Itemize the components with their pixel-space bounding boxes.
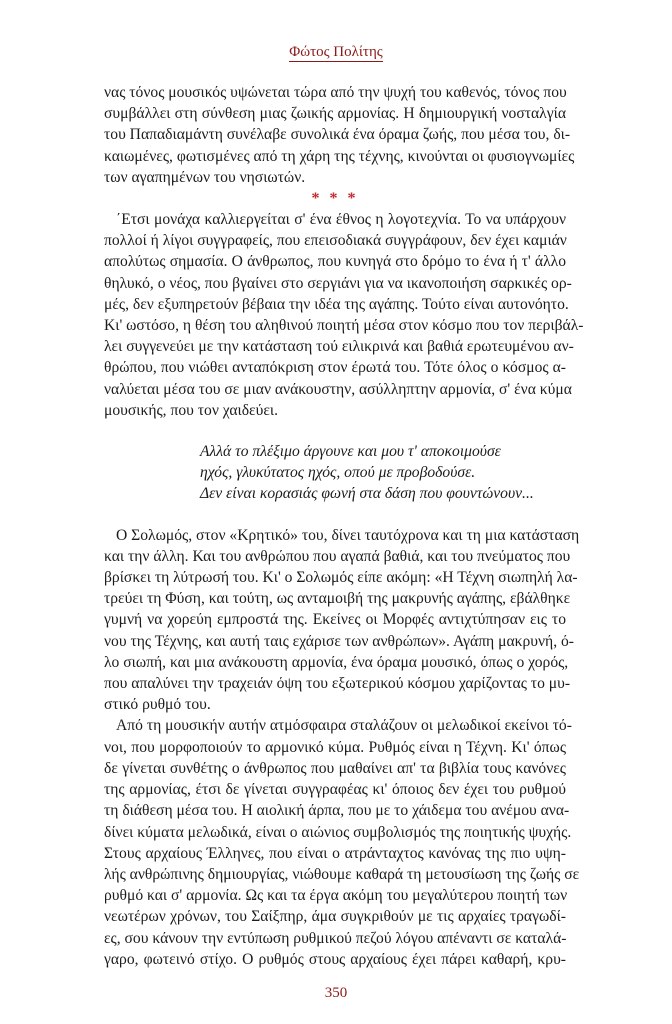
text-line: θηλυκό, ο νέος, που βγαίνει στο σεργιάνι για να ικανοποιήση σαρκικές ορ- xyxy=(104,274,572,292)
text-line: νοι, που μορφοποιούν το αρμονικό κύμα. Ρυθμός είναι η Τέχνη. Κι' όπως xyxy=(104,738,566,756)
spacer xyxy=(104,421,566,441)
text-line: νας τόνος μουσικός υψώνεται τώρα από την ψυχή του καθενός, τόνος που xyxy=(104,84,567,101)
text-line: Από τη μουσικήν αυτήν ατμόσφαιρα σταλάζουν οι μελωδικοί εκείνοι τό- xyxy=(116,717,572,735)
text-line: βρίσκει τη λύτρωσή του. Κι' ο Σολωμός είπε ακόμη: «Η Τέχνη σιωπηλή λα- xyxy=(104,569,578,587)
text-line: καιωμένες, φωτισμένες από τη χάρη της τέχνης, κινούνται οι φυσιογνωμίες xyxy=(104,147,575,165)
text-line: γαρο, φωτεινό στίχο. Ο ρυθμός στους αρχαίους έχει πάρει καθαρή, κρυ- xyxy=(104,950,566,968)
text-line: της αρμονίας, έτσι δε γίνεται συγγραφέας κι' όποιος δεν έχει του ρυθμού xyxy=(104,781,566,799)
text-line: πολλοί ή λίγοι συγγραφείς, που επεισοδιακά συγγράφουν, δεν έχει καμιάν xyxy=(104,232,567,250)
spacer xyxy=(104,505,566,525)
section-separator: * * * xyxy=(311,190,359,208)
text-line: λής ανθρώπινης δημιουργίας, νιώθουμε καθαρά τη μετουσίωση της ζωής σε xyxy=(104,865,580,883)
page-number: 350 xyxy=(324,985,348,1001)
text-line: λο σιωπή, και μια ανάκουστη αρμονία, ένα όραμα μουσικό, όπως ο χορός, xyxy=(104,653,569,671)
text-line: ες, σου κάνουν την εντύπωση ρυθμικού πεζού λόγου απέναντι σε καταλά- xyxy=(104,929,567,947)
text-line: των αγαπημένων του νησιωτών. xyxy=(104,168,306,186)
text-line: ρυθμό και σ' αρμονία. Ως και τα έργα ακόμη του μεγαλύτερου ποιητή των xyxy=(104,887,568,905)
text-line: που απαλύνει την τραχειάν όψη του εξωτερικού κόσμου χαρίζοντας το μυ- xyxy=(104,675,571,693)
text-line: συμβάλλει στη σύνθεση μιας ζωικής αρμονίας. Η δημιουργική νοσταλγία xyxy=(104,105,566,123)
text-line: του Παπαδιαμάντη συνέλαβε συνολικά ένα όραμα ζωής, που μέσα του, δι- xyxy=(104,126,571,144)
verse-line: Αλλά το πλέξιμο άργουνε και μου τ' αποκοιμούσε xyxy=(200,443,501,461)
running-head-title: Φώτος Πολίτης xyxy=(289,44,383,60)
text-line: και την άλλη. Και του ανθρώπου που αγαπά βαθιά, και του πνεύματος που xyxy=(104,547,571,565)
text-line: νου της Τέχνης, και αυτή ταις εχάρισε των ανθρώπων». Αγάπη μακρυνή, ό- xyxy=(104,632,574,650)
text-line: ΄Ετσι μονάχα καλλιεργείται σ' ένα έθνος η λογοτεχνία. Το να υπάρχουν xyxy=(116,211,566,229)
paragraph-2 xyxy=(104,209,584,421)
text-line: μουσικής, που τον χαιδεύει. xyxy=(104,401,278,419)
paragraph-4 xyxy=(104,715,580,969)
body-text xyxy=(104,82,584,970)
text-line: Κι' ωστόσο, η θέση του αληθινού ποιητή μέσα στον κόσμο που τον περιβάλ- xyxy=(104,317,584,335)
text-line: Ο Σολωμός, στον «Κρητικό» του, δίνει ταυτόχρονα και τη μια κατάσταση xyxy=(116,526,580,544)
verse-quote xyxy=(104,441,566,505)
text-line: μές, δεν εξυπηρετούν βέβαια την ιδέα της αγάπης. Τούτο είναι αυτονόητο. xyxy=(104,295,569,313)
text-line: δίνει κύματα μελωδικά, είναι ο αιώνιος συμβολισμός της ποιητικής ψυχής. xyxy=(104,823,572,841)
running-head xyxy=(0,44,672,61)
text-line: γυμνή να χορεύη εμπροστά της. Εκείνες οι Μορφές αντιχτύπησαν εις το xyxy=(104,611,566,629)
text-line: Στους αρχαίους Έλληνες, που είναι ο ατράνταχτος κανόνας της πιο υψη- xyxy=(104,844,566,862)
text-line: θρώπου, που νιώθει ανταπόκριση στον έρωτά του. Τότε όλος ο κόσμος α- xyxy=(104,359,566,377)
text-line: λει συγγενεύει με την κατάσταση τού ειλικρινά και βαθιά ερωτευμένου αν- xyxy=(104,338,574,356)
paragraph-1 xyxy=(104,82,575,188)
text-line: νεωτέρων χρόνων, του Σαίξπηρ, άμα συγκριθούν με τις αρχαίες τραγωδί- xyxy=(104,908,566,926)
text-line: ναλύεται μέσα του σε μιαν ανάκουστην, ασύλληπτην αρμονία, σ' ένα κύμα xyxy=(104,380,572,398)
paragraph-3 xyxy=(104,525,580,716)
text-line: τρεύει τη Φύση, και τούτη, ως ανταμοιβή της μακρυνής αγάπης, εβάλθηκε xyxy=(104,590,571,608)
text-line: τη διάθεση μέσα του. Η αιολική άρπα, που με το χάιδεμα του ανέμου ανα- xyxy=(104,802,570,820)
verse-line: Δεν είναι κορασιάς φωνή στα δάση που φουντώνουν... xyxy=(200,485,534,503)
text-line: στικό ρυθμό του. xyxy=(104,696,211,714)
verse-line: ηχός, γλυκύτατος ηχός, οπού με προβοδούσε. xyxy=(200,464,476,482)
text-line: δε γίνεται συνθέτης ο άνθρωπος που μαθαίνει απ' τα βιβλία τους κανόνες xyxy=(104,759,566,777)
text-line: απολύτως σημασία. Ο άνθρωπος, που κυνηγά στο δρόμο το ένα ή τ' άλλο xyxy=(104,253,566,271)
